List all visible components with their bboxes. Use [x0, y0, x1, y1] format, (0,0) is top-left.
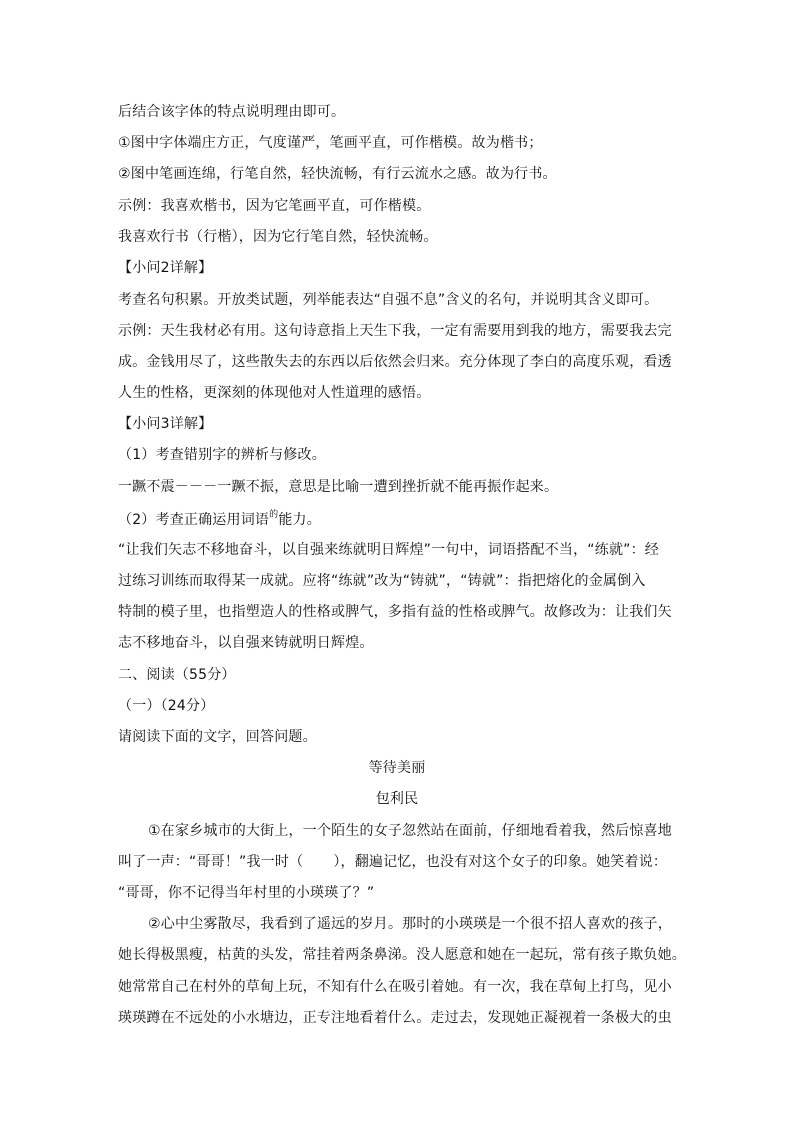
text-line: 一蹶不震－－－一蹶不振，意思是比喻一遭到挫折就不能再振作起来。	[118, 479, 559, 495]
text-line: （1）考查错别字的辨析与修改。	[118, 447, 326, 463]
text-line: 过练习训练而取得某一成就。应将“练就”改为“铸就”，“铸就”：指把熔化的金属倒入	[118, 573, 646, 589]
text-segment: ），翻遍记忆，也没有对这个女子的印象。她笑着说：	[333, 854, 668, 870]
text-segment: 能力。	[278, 512, 321, 528]
text-line: “让我们矢志不移地奋斗，以自强来练就明日辉煌”一句中，词语搭配不当，“练就”：经	[118, 542, 660, 558]
text-line	[118, 510, 678, 532]
text-line: 后结合该字体的特点说明理由即可。	[118, 104, 346, 120]
text-line: 我喜欢行书（行楷），因为它行笔自然，轻快流畅。	[118, 229, 438, 245]
section-heading: 【小问3详解】	[118, 416, 213, 432]
text-line: 示例：天生我材必有用。这句诗意指上天生下我，一定有需要用到我的地方，需要我去完	[118, 323, 672, 339]
text-line: 特制的模子里，也指塑造人的性格或脾气，多指有益的性格或脾气。故修改为：让我们矢	[118, 604, 672, 620]
paragraph-line: 她常常自己在村外的草甸上玩，不知有什么在吸引着她。有一次，我在草甸上打鸟，见小	[118, 979, 672, 995]
section-heading: 二、阅读（55分）	[118, 667, 236, 683]
paragraph-line: “哥哥，你不记得当年村里的小瑛瑛了？”	[118, 885, 375, 901]
text-line: 人生的性格，更深刻的体现他对人性道理的感悟。	[118, 385, 431, 401]
paragraph-line: ①在家乡城市的大街上，一个陌生的女子忽然站在面前，仔细地看着我，然后惊喜地	[148, 823, 672, 839]
text-segment: （2）考查正确运用词语	[118, 512, 270, 528]
text-segment: 叫了一声：“哥哥！”我一时（	[118, 854, 304, 870]
text-line: ②图中笔画连绵，行笔自然，轻快流畅，有行云流水之感。故为行书。	[118, 166, 557, 182]
text-line: ①图中字体端庄方正，气度谨严，笔画平直，可作楷模。故为楷书；	[118, 135, 543, 151]
text-line: 成。金钱用尽了，这些散失去的东西以后依然会归来。充分体现了李白的高度乐观，看透	[118, 354, 672, 370]
paragraph-line	[118, 852, 678, 872]
paragraph-line: 瑛瑛蹲在不远处的小水塘边，正专注地看着什么。走过去，发现她正凝视着一条极大的虫	[118, 1010, 672, 1026]
article-author: 包利民	[375, 791, 419, 807]
text-line: 示例：我喜欢楷书，因为它笔画平直，可作楷模。	[118, 198, 431, 214]
text-line: 考查名句积累。开放类试题，列举能表达“自强不息”含义的名句，并说明其含义即可。	[118, 292, 659, 308]
section-heading: 【小问2详解】	[118, 260, 213, 276]
text-line: 志不移地奋斗，以自强来铸就明日辉煌。	[118, 635, 374, 651]
paragraph-line: ②心中尘雾散尽，我看到了遥远的岁月。那时的小瑛瑛是一个很不招人喜欢的孩子，	[148, 916, 672, 932]
text-line: （一）（24分）	[118, 698, 215, 714]
article-title: 等待美丽	[368, 760, 426, 776]
paragraph-line: 她长得极黑瘦，枯黄的头发，常挂着两条鼻涕。没人愿意和她在一起玩，常有孩子欺负她。	[118, 947, 686, 963]
text-line: 请阅读下面的文字，回答问题。	[118, 729, 317, 745]
superscript-char: 的	[269, 510, 279, 520]
